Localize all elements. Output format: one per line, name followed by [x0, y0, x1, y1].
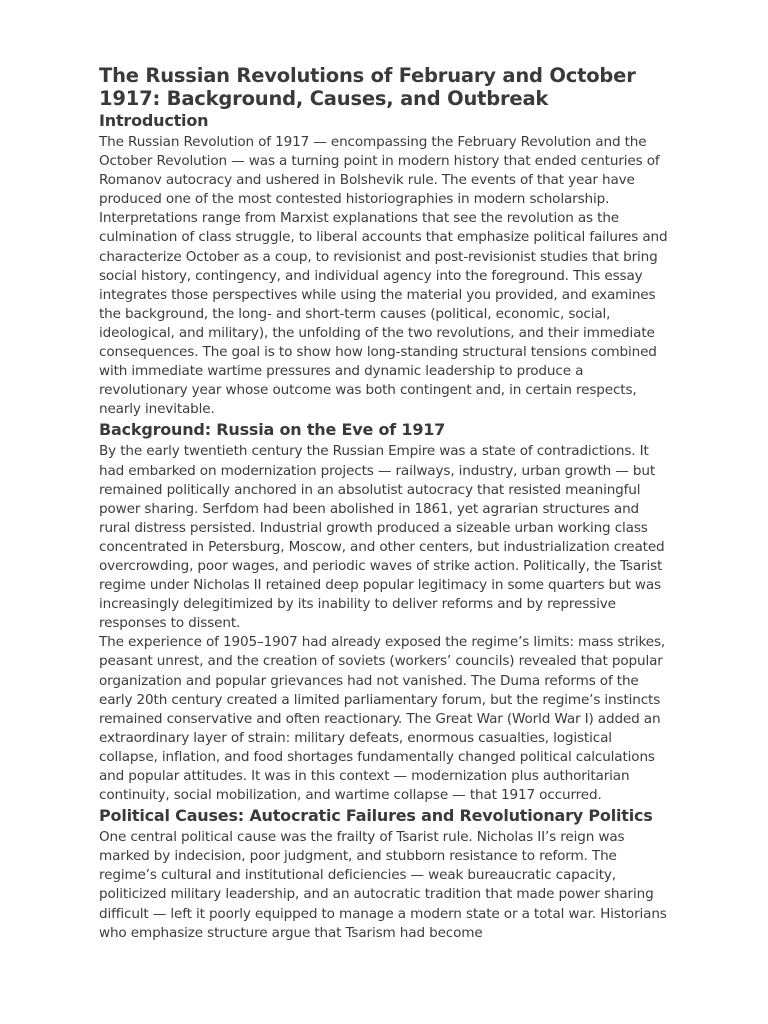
- paragraph: By the early twentieth century the Russian Empire was a state of contradictions. It had embarked on modernization projects — railways, industry, urban growth — but remained politically anchored in an absolutist autocracy that resisted meaningful power sharing. Serfdom had been abolished in 1861, yet agrarian structures and rural distress persisted. Industrial growth produced a sizeable urban working class concentrated in Petersburg, Moscow, and other centers, but industrialization created overcrowding, poor wages, and periodic waves of strike action. Politically, the Tsarist regime under Nicholas II retained deep popular legitimacy in some quarters but was increasingly delegitimized by its inability to deliver reforms and by repressive responses to dissent.: [99, 443, 665, 632]
- paragraph: The Russian Revolution of 1917 — encompassing the February Revolution and the October Revolution — was a turning point in modern history that ended centuries of Romanov autocracy and ushered in Bolshevik rule. The events of that year have produced one of the most contested historiographies in modern scholarship. Interpretations range from Marxist explanations that see the revolution as the culmination of class struggle, to liberal accounts that emphasize political failures and characterize October as a coup, to revisionist and post-revisionist studies that bring social history, contingency, and individual agency into the foreground. This essay integrates those perspectives while using the material you provided, and examines the background, the long- and short-term causes (political, economic, social, ideological, and military), the unfolding of the two revolutions, and their immediate consequences. The goal is to show how long-standing structural tensions combined with immediate wartime pressures and dynamic leadership to produce a revolutionary year whose outcome was both contingent and, in certain respects, nearly inevitable.: [99, 134, 668, 418]
- paragraph: One central political cause was the frailty of Tsarist rule. Nicholas II’s reign was marked by indecision, poor judgment, and stubborn resistance to reform. The regime’s cultural and institutional deficiencies — weak bureaucratic capacity, politicized military leadership, and an autocratic tradition that made power sharing difficult — left it poorly equipped to manage a modern state or a total war. Historians who emphasize structure argue that Tsarism had become: [99, 829, 667, 941]
- section-heading-introduction: Introduction: [99, 111, 209, 130]
- section-heading-background: Background: Russia on the Eve of 1917: [99, 420, 446, 440]
- section-heading-political-causes: Political Causes: Autocratic Failures and Revolutionary Politics: [99, 806, 653, 826]
- document-page: [99, 64, 674, 943]
- paragraph: The experience of 1905–1907 had already exposed the regime’s limits: mass strikes, peasant unrest, and the creation of soviets (workers’ councils) revealed that popular organization and popular grievances had not vanished. The Duma reforms of the early 20th century created a limited parliamentary forum, but the regime’s instincts remained conservative and often reactionary. The Great War (World War I) added an extraordinary layer of strain: military defeats, enormous casualties, logistical collapse, inflation, and food shortages fundamentally changed political calculations and popular attitudes. It was in this context — modernization plus authoritarian continuity, social mobilization, and wartime collapse — that 1917 occurred.: [99, 634, 666, 804]
- document-title: The Russian Revolutions of February and October 1917: Background, Causes, and Outbreak: [99, 64, 636, 110]
